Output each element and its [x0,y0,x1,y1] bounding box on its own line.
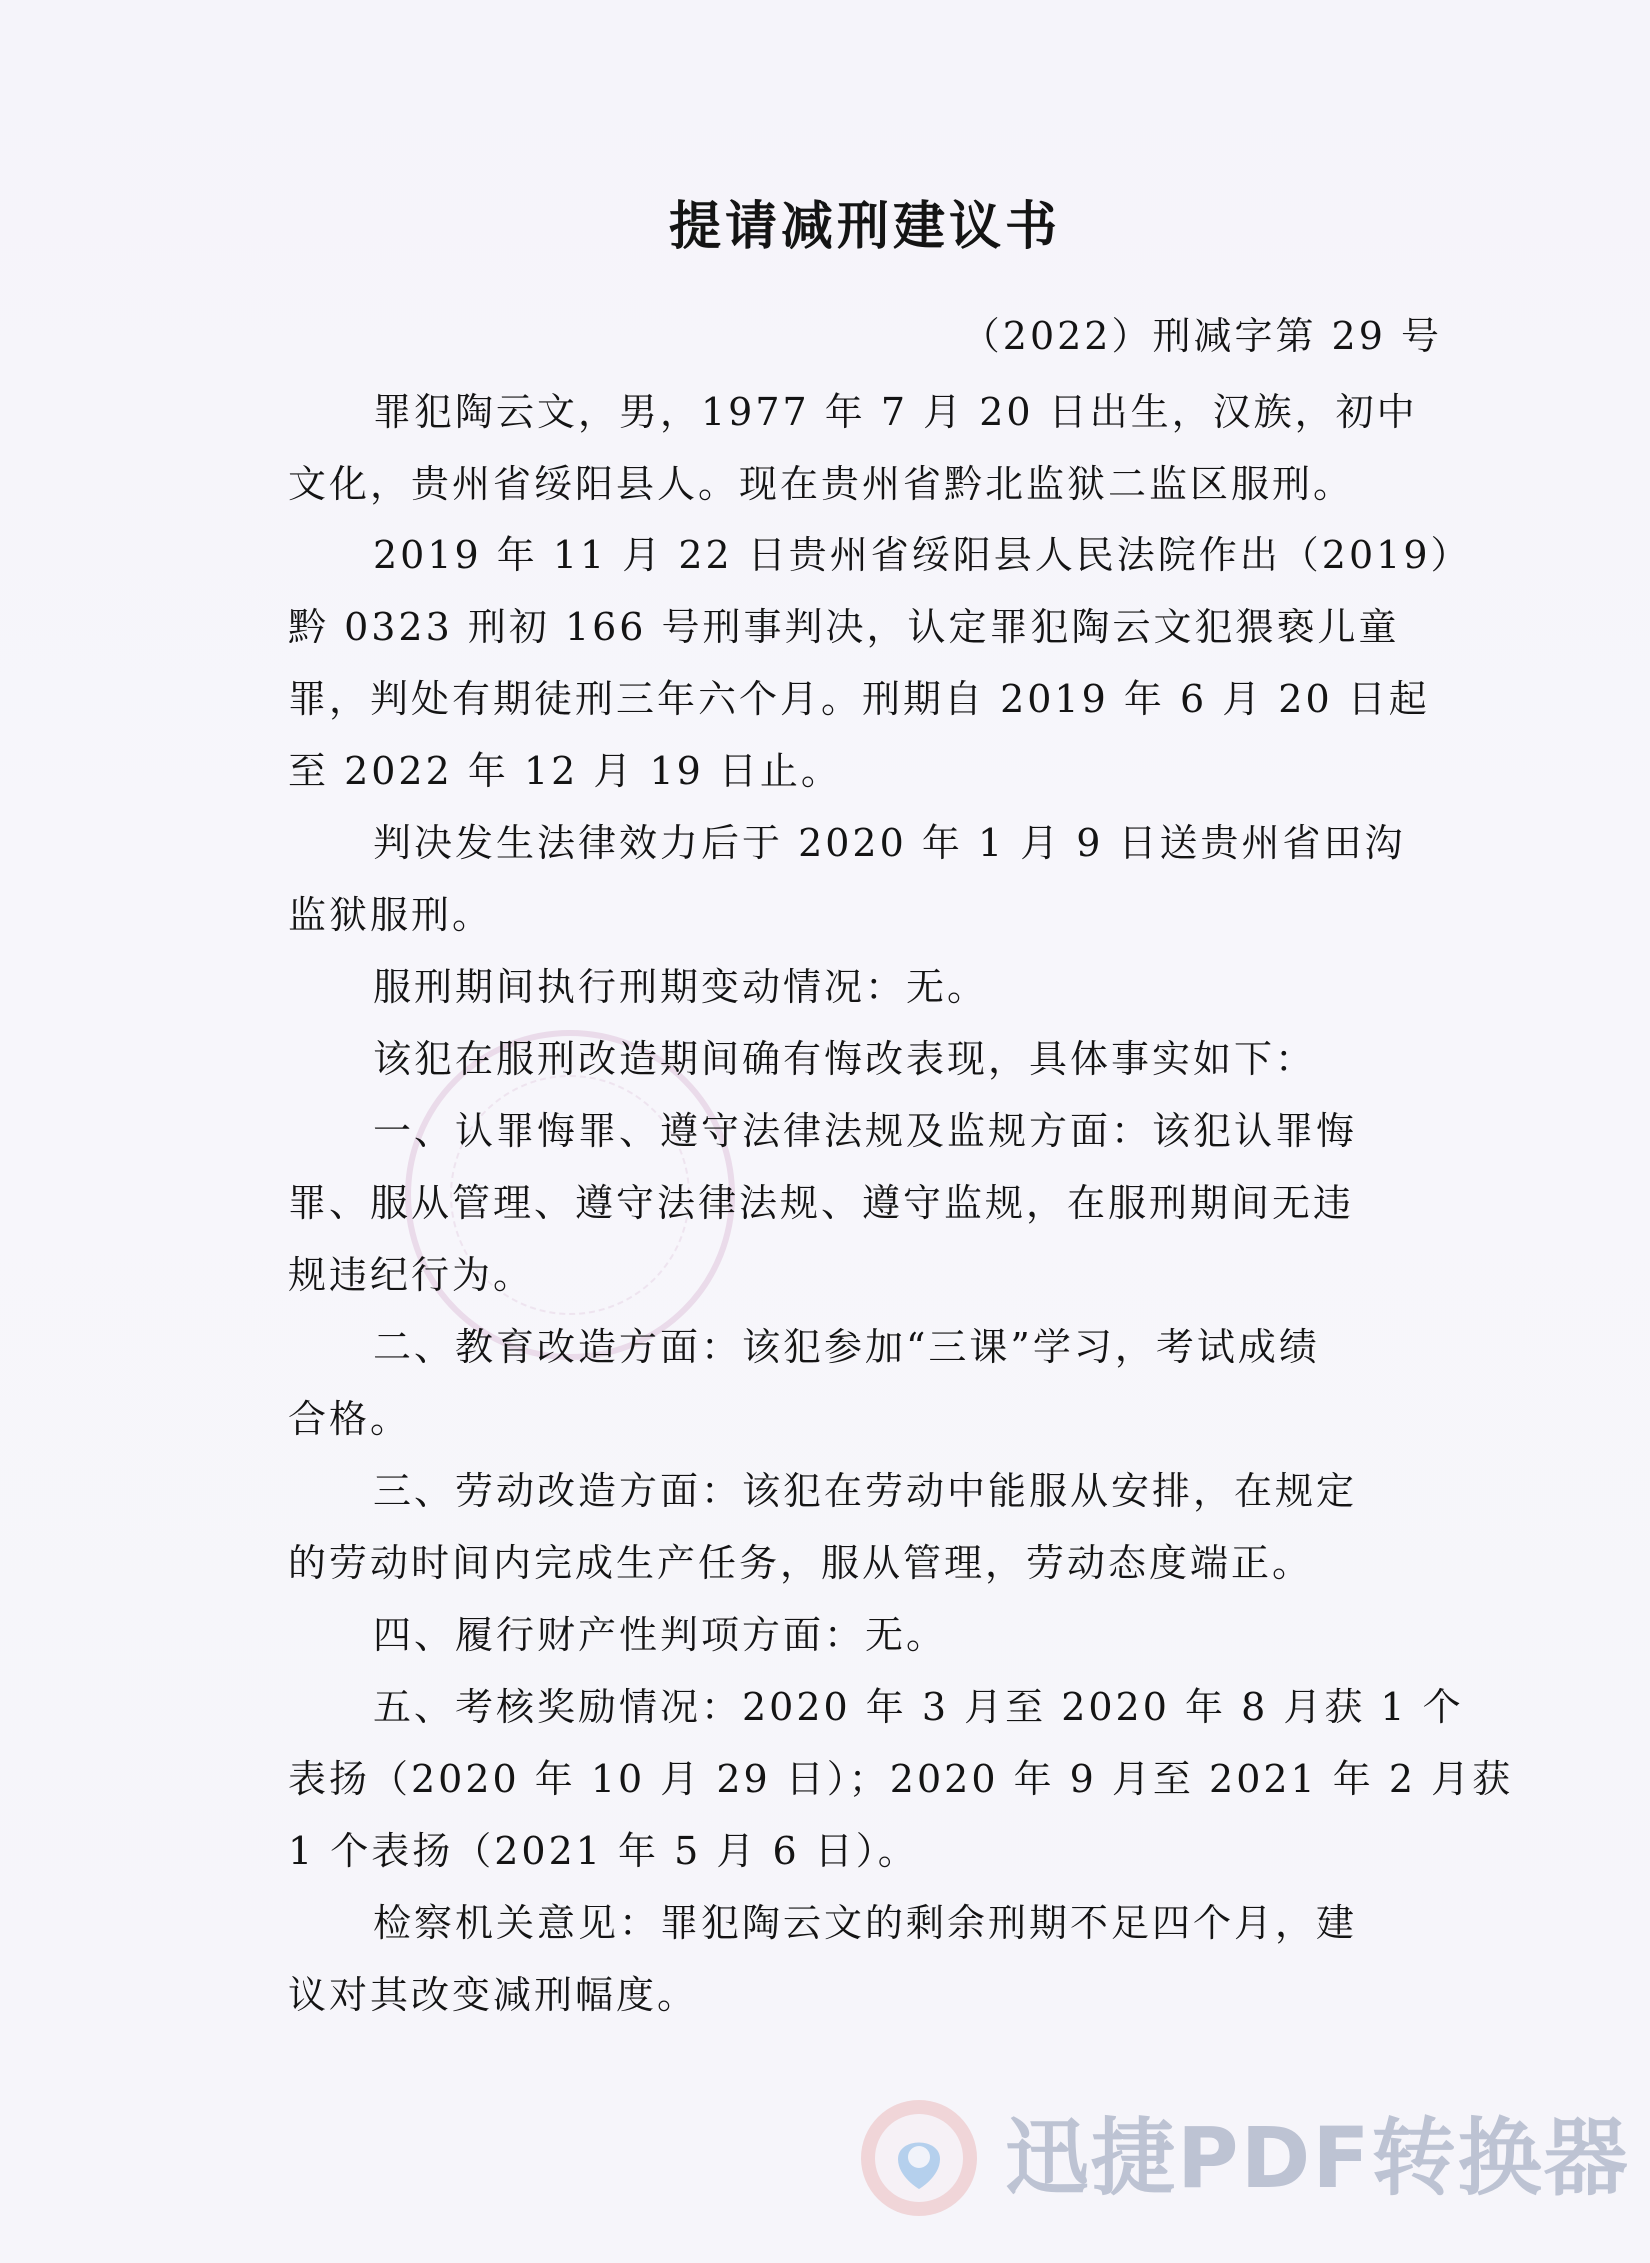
body-line: 的劳动时间内完成生产任务，服从管理，劳动态度端正。 [288,1541,1314,1585]
body-line: 一、认罪悔罪、遵守法律法规及监规方面：该犯认罪悔 [373,1109,1358,1153]
body-line: 服刑期间执行刑期变动情况：无。 [373,965,989,1009]
body-line: 议对其改变减刑幅度。 [288,1973,699,2017]
body-line: 判决发生法律效力后于 2020 年 1 月 9 日送贵州省田沟 [373,821,1406,865]
body-line: 五、考核奖励情况：2020 年 3 月至 2020 年 8 月获 1 个 [373,1685,1464,1729]
body-line: 监狱服刑。 [288,893,494,937]
body-line: 表扬（2020 年 10 月 29 日）；2020 年 9 月至 2021 年 2 月获 [288,1757,1514,1801]
body-line: 罪，判处有期徒刑三年六个月。刑期自 2019 年 6 月 20 日起 [288,677,1430,721]
body-line: 检察机关意见：罪犯陶云文的剩余刑期不足四个月，建 [373,1901,1358,1945]
body-line: 文化，贵州省绥阳县人。现在贵州省黔北监狱二监区服刑。 [288,462,1355,506]
body-line: 黔 0323 刑初 166 号刑事判决，认定罪犯陶云文犯猥亵儿童 [288,605,1400,649]
body-line: 规违纪行为。 [288,1253,535,1297]
app-logo-icon [858,2097,980,2219]
document-title: 提请减刑建议书 [668,196,1061,257]
document-number: （2022）刑减字第 29 号 [961,314,1442,358]
body-line: 罪、服从管理、遵守法律法规、遵守监规，在服刑期间无违 [288,1181,1355,1225]
body-line: 至 2022 年 12 月 19 日止。 [288,749,842,793]
body-line: 2019 年 11 月 22 日贵州省绥阳县人民法院作出（2019） [373,533,1472,577]
body-line: 罪犯陶云文，男，1977 年 7 月 20 日出生，汉族，初中 [373,390,1418,434]
body-line: 该犯在服刑改造期间确有悔改表现，具体事实如下： [373,1037,1317,1081]
watermark-text: 迅捷PDF转换器 [1005,2109,1630,2207]
body-line: 二、教育改造方面：该犯参加“三课”学习，考试成绩 [373,1325,1320,1369]
body-line: 三、劳动改造方面：该犯在劳动中能服从安排，在规定 [373,1469,1358,1513]
body-line: 合格。 [288,1397,412,1441]
body-line: 四、履行财产性判项方面：无。 [373,1613,948,1657]
body-line: 1 个表扬（2021 年 5 月 6 日）。 [288,1829,919,1873]
